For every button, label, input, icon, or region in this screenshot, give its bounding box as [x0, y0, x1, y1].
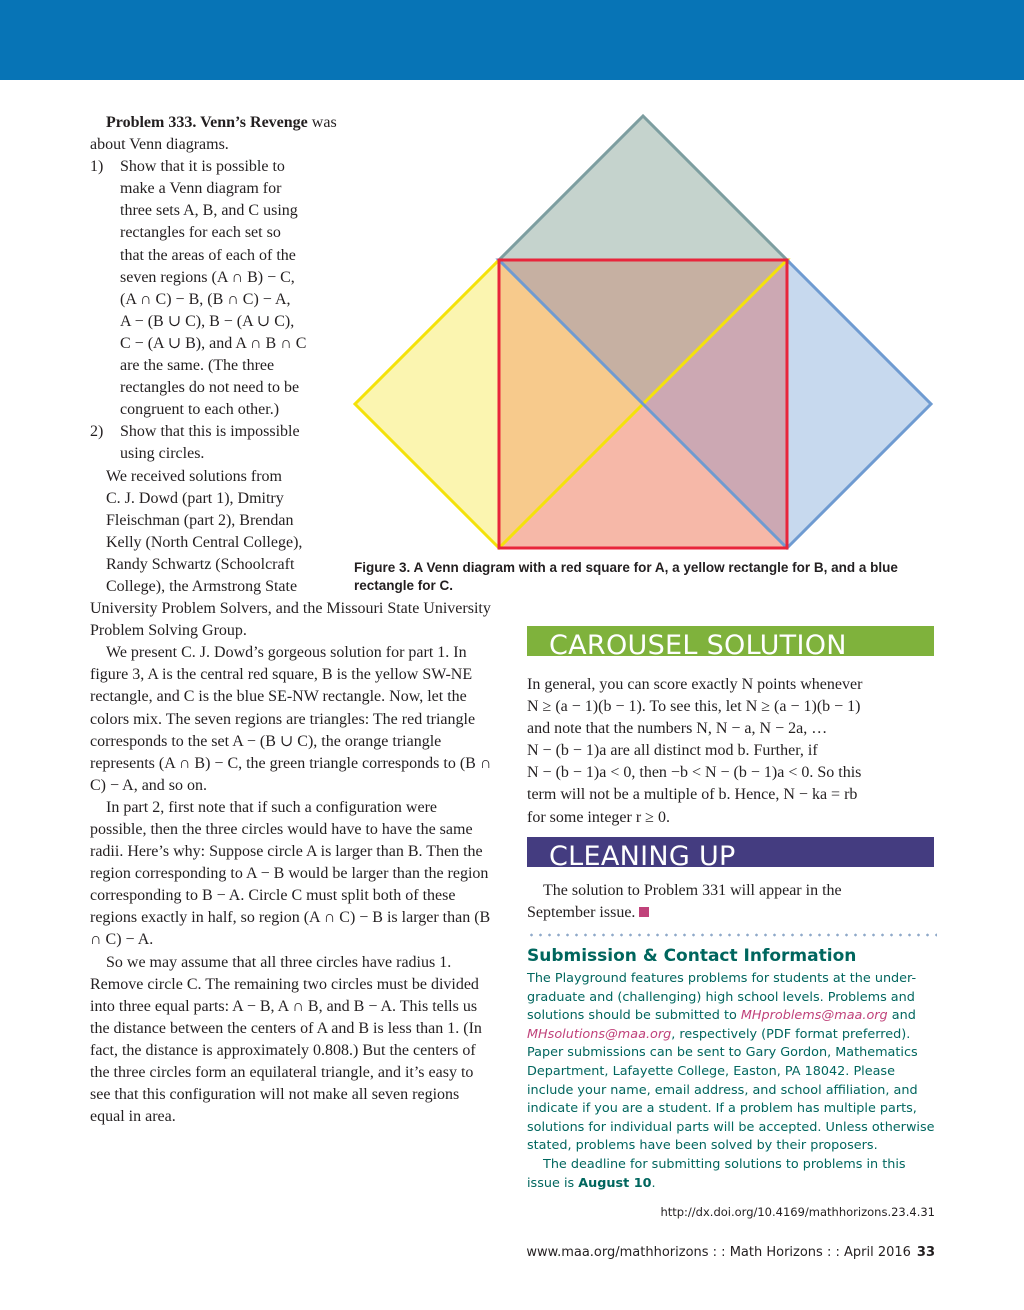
problem-item-1-line: Show that it is possible to: [120, 158, 285, 176]
solutions-email-link[interactable]: MHsolutions@maa.org: [527, 1026, 672, 1042]
problem-item-2-line: using circles.: [120, 445, 205, 463]
dotted-divider: [527, 932, 937, 938]
solution-part1: We present C. J. Dowd’s gorgeous solution for part 1. In figure 3, A is the central red square, B is the yellow SW-NE rectangle, and C is the blue SE-NW rectangle. Now, let the colors mix. The seven regions are triangles: The red triangle corresponds to the set A − (B ∪ C), the orange triangle represents (A ∩ B) − C, the green triangle corresponds to (B ∩ C) − A, and so on.: [90, 644, 492, 794]
problem-item-1-line: are the same. (The three: [120, 357, 275, 375]
received-line: College), the Armstrong State: [106, 577, 298, 595]
doi-link[interactable]: http://dx.doi.org/10.4169/mathhorizons.23.4.31: [660, 1205, 935, 1219]
submission-box: [527, 944, 937, 1193]
solution-radius: So we may assume that all three circles have radius 1. Remove circle C. The remaining two circles must be divided into three equal parts: A − B, A ∩ B, and B − A. This tells us the distance between the centers of A and B is less than 1. (In fact, the distance is approximately 0.808.) But the centers of the three circles form an equilateral triangle, and it’s easy to see that this configuration will not make all seven regions equal in area.: [90, 953, 482, 1126]
region-blue-right: [787, 260, 931, 548]
problem-item-1-line: rectangles for each set so: [120, 224, 281, 242]
problem-item-2-line: Show that this is impossible: [120, 423, 300, 441]
submission-heading: Submission & Contact Information: [527, 946, 857, 966]
problem-narrow-block: [90, 112, 340, 598]
problem-intro: Problem 333. Venn’s Revenge was about Venn diagrams.: [90, 114, 337, 154]
problem-item-1-line: A − (B ∪ C), B − (A ∪ C),: [120, 312, 295, 330]
carousel-line: In general, you can score exactly N points whenever: [527, 676, 863, 693]
deadline-date: August 10: [578, 1175, 652, 1191]
received-line: Kelly (North Central College),: [106, 533, 303, 551]
received-tail: University Problem Solvers, and the Missouri State University Problem Solving Group.: [90, 600, 491, 640]
carousel-heading: CAROUSEL SOLUTION: [527, 626, 934, 656]
problem-item-2-text: [120, 421, 340, 465]
received-line: C. J. Dowd (part 1), Dmitry: [106, 489, 284, 507]
carousel-line: N − (b − 1)a are all distinct mod b. Further, if: [527, 742, 818, 760]
end-mark-icon: [639, 907, 649, 917]
received-line: Randy Schwartz (Schoolcraft: [106, 555, 295, 573]
received-line: We received solutions from: [106, 467, 282, 485]
carousel-line: term will not be a multiple of b. Hence, N − ka = rb: [527, 786, 858, 804]
problems-email-link[interactable]: MHproblems@maa.org: [740, 1008, 888, 1024]
venn-figure: [350, 108, 940, 558]
page-footer: www.maa.org/mathhorizons : : Math Horizons : : April 2016 33: [526, 1245, 935, 1260]
carousel-line: N − (b − 1)a < 0, then −b < N − (b − 1)a < 0. So this: [527, 764, 862, 782]
problem-item-1-line: make a Venn diagram for: [120, 180, 282, 198]
region-yellow-left: [355, 260, 499, 548]
deadline-paragraph: The deadline for submitting solutions to problems in this issue is August 10.: [527, 1156, 906, 1191]
cleaning-text: The solution to Problem 331 will appear in the September issue.: [527, 882, 842, 922]
carousel-line: and note that the numbers N, N − a, N − 2a, …: [527, 720, 828, 738]
problem-item-1: 1) Show that it is possible to make a Venn diagram for three sets A, B, and C using rectangles for each set so that the areas of each of the seven regions (A ∩ B) − C, (A ∩ C) − B, (B ∩ C) − A, A − (B ∪ C), B − (A ∪ C), C − (A ∪ B), and A ∩ B ∩ C are the same. (The three rectangles do not need to be congruent to each other.): [90, 156, 340, 421]
received-solutions: [90, 466, 340, 599]
problem-item-1-line: (A ∩ C) − B, (B ∩ C) − A,: [120, 290, 291, 308]
problem-item-1-line: three sets A, B, and C using: [120, 202, 298, 220]
solution-part2: In part 2, first note that if such a configuration were possible, then the three circles would have to have the same radii. Here’s why: Suppose circle A is larger than B. Then the region corresponding to A − B would be larger than the region corresponding to B − A. Circle C must split both of these regions exactly in half, so region (A ∩ C) − B is larger than (B ∩ C) − A.: [90, 798, 491, 949]
problem-item-1-line: that the areas of each of the: [120, 246, 296, 264]
received-line: Fleischman (part 2), Brendan: [106, 511, 294, 529]
problem-item-1-line: seven regions (A ∩ B) − C,: [120, 268, 295, 286]
figure-caption: Figure 3. A Venn diagram with a red square for A, a yellow rectangle for B, and a blue rectangle for C.: [354, 560, 898, 593]
carousel-text: [527, 674, 934, 829]
problem-title: Problem 333. Venn’s Revenge: [106, 114, 308, 131]
problem-item-1-line: C − (A ∪ B), and A ∩ B ∩ C: [120, 334, 307, 352]
problem-item-2: 2) Show that this is impossible using circles.: [90, 421, 340, 465]
submission-body: The Playground features problems for students at the under-graduate and (challenging) high school levels. Problems and solutions should be submitted to MHproblems@maa.org and MHsolutions@maa.org, respectively (PDF format preferred). Paper submissions can be sent to Gary Gordon, Mathematics Department, Lafayette College, Easton, PA 18042. Please include your name, email address, and school affiliation, and indicate if you are a student. If a problem has multiple parts, solutions for individual parts will be accepted. Unless otherwise stated, problems have been solved by their proposers. The deadline for submitting solutions to problems in this issue is August 10.: [527, 970, 937, 1193]
carousel-line: for some integer r ≥ 0.: [527, 808, 670, 826]
problem-item-1-line: rectangles do not need to be: [120, 379, 300, 397]
cleaning-heading: CLEANING UP: [527, 837, 934, 867]
header-bar: [0, 0, 1024, 80]
region-top-green: [499, 116, 787, 260]
problem-item-1-line: congruent to each other.): [120, 401, 280, 419]
page-number: 33: [916, 1245, 935, 1260]
carousel-line: N ≥ (a − 1)(b − 1). To see this, let N ≥ (a − 1)(b − 1): [527, 698, 861, 716]
problem-item-1-text: [120, 156, 340, 421]
